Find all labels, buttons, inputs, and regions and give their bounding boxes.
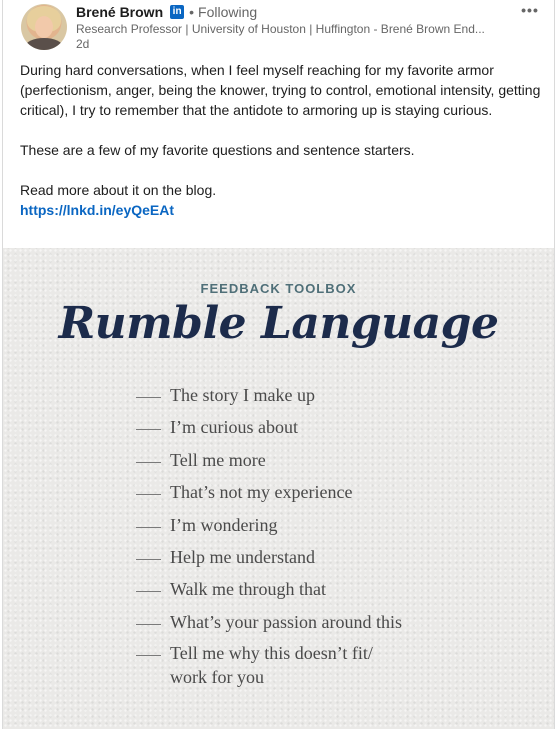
following-status[interactable]: Following [198, 4, 258, 20]
avatar-shirt [25, 38, 63, 50]
list-item [136, 512, 466, 544]
author-name[interactable]: Brené Brown [76, 4, 164, 20]
blog-link[interactable]: https://lnkd.in/eyQeEAt [20, 202, 175, 218]
post-image[interactable] [3, 248, 554, 729]
fill-blank-line [136, 655, 161, 656]
author-name-line [76, 4, 257, 20]
list-item [136, 447, 466, 479]
post-body [20, 60, 542, 220]
fill-blank-line [136, 559, 161, 560]
starter-text: Help me understand [170, 546, 315, 567]
list-item [136, 576, 466, 608]
fill-blank-line [136, 624, 161, 625]
starter-text: That’s not my experience [170, 482, 353, 503]
starter-text: Walk me through that [170, 579, 327, 600]
starter-text: Tell me more [170, 449, 266, 470]
list-item [136, 641, 466, 689]
fill-blank-line [136, 527, 161, 528]
image-title: Rumble Language [58, 298, 499, 349]
starter-text [170, 641, 373, 689]
fill-blank-line [136, 397, 161, 398]
starter-text: The story I make up [170, 385, 315, 405]
fill-blank-line [136, 591, 161, 592]
linkedin-icon: in [170, 5, 184, 19]
post-card [2, 0, 555, 729]
author-avatar[interactable] [21, 4, 67, 50]
list-item [136, 382, 466, 414]
avatar-face [35, 16, 53, 38]
starter-text: What’s your passion around this [170, 611, 402, 632]
list-item [136, 609, 466, 641]
list-item [136, 544, 466, 576]
sentence-starters-list [136, 382, 466, 689]
starter-text: I’m wondering [170, 514, 278, 535]
image-kicker: FEEDBACK TOOLBOX [200, 281, 357, 296]
more-options-icon[interactable]: ••• [521, 2, 539, 18]
post-paragraph: During hard conversations, when I feel myself reaching for my favorite armor (perfectionism, anger, being the knower, trying to control, emotional intensity, getting critical), I try to remember that the antidote to armoring up is staying curious. [20, 62, 541, 118]
list-item [136, 414, 466, 446]
author-headline: Research Professor | University of Houston | Huffington - Brené Brown End... [76, 22, 485, 36]
post-paragraph: Read more about it on the blog. [20, 182, 217, 198]
starter-text: I’m curious about [170, 417, 298, 438]
fill-blank-line [136, 462, 161, 463]
post-paragraph: These are a few of my favorite questions and sentence starters. [20, 142, 415, 158]
separator-dot: • [189, 4, 195, 20]
list-item [136, 479, 466, 511]
starter-text-line: work for you [170, 667, 264, 688]
fill-blank-line [136, 429, 161, 430]
starter-text-line: Tell me why this doesn’t fit/ [170, 643, 373, 664]
fill-blank-line [136, 494, 161, 495]
post-timestamp[interactable]: 2d [76, 37, 90, 51]
